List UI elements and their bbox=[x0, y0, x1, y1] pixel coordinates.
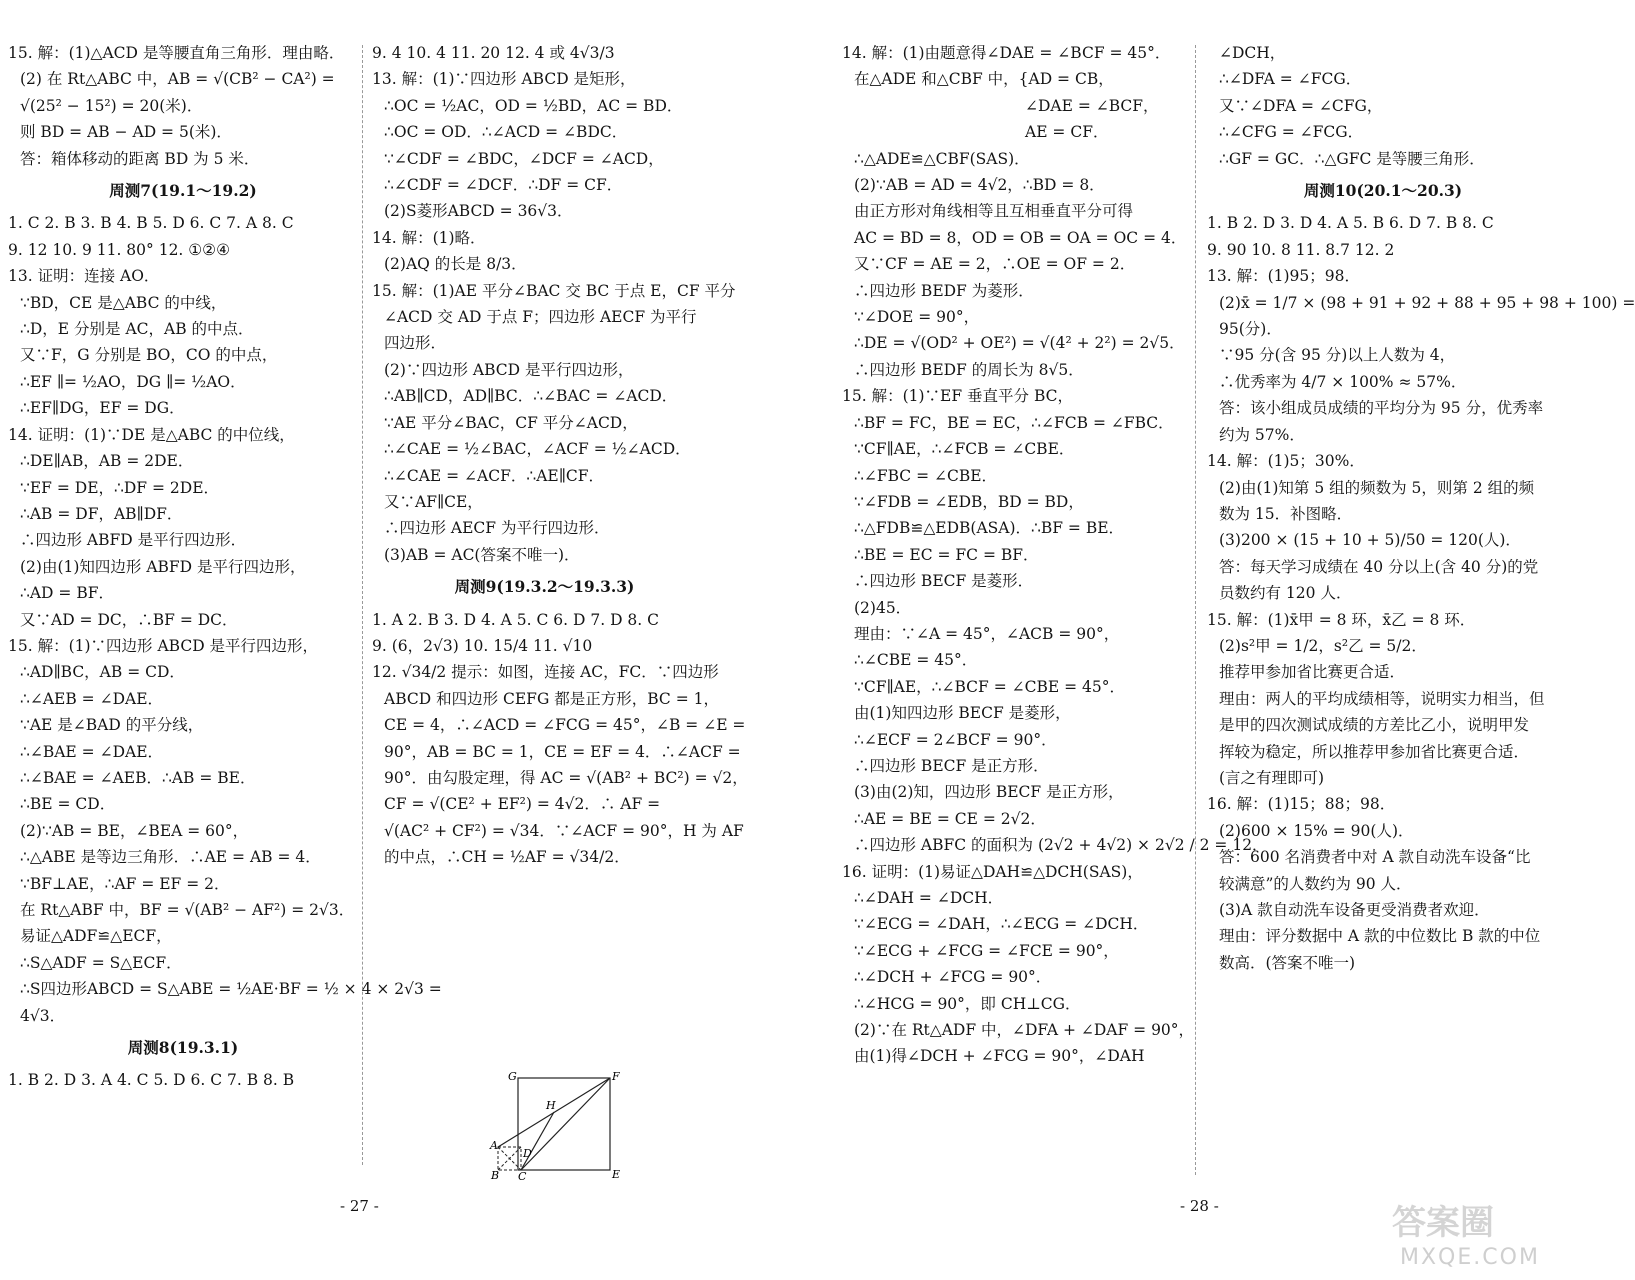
text-line: ∵AE 平分∠BAC，CF 平分∠ACD， bbox=[384, 413, 638, 432]
text-line: ∴EF ∥= ½AO，DG ∥= ½AO． bbox=[20, 372, 246, 391]
text-line: 又∵AD = DC，∴BF = DC． bbox=[20, 610, 238, 629]
text-line: (2)∵AB = BE，∠BEA = 60°， bbox=[20, 821, 249, 840]
text-line: 较满意”的人数约为 90 人． bbox=[1219, 874, 1412, 893]
text-line: ∴∠FBC = ∠CBE． bbox=[854, 466, 998, 485]
text-line: ∵EF = DE，∴DF = 2DE． bbox=[20, 478, 220, 497]
text-line: 答：600 名消费者中对 A 款自动洗车设备“比 bbox=[1219, 848, 1531, 867]
text-line: ∠DAE = ∠BCF， bbox=[1025, 96, 1159, 115]
text-line: √(AC² + CF²) = √34．∵∠ACF = 90°，H 为 AF bbox=[384, 821, 744, 840]
text-line: ∴四边形 ABFC 的面积为 (2√2 + 4√2) × 2√2 / 2 = 12． bbox=[854, 836, 1268, 855]
text-line: ∵∠DOE = 90°， bbox=[854, 308, 980, 327]
point-label: G bbox=[508, 1070, 517, 1083]
text-line: 数高．(答案不唯一) bbox=[1219, 953, 1356, 972]
text-line: 15. 解：(1)∵EF 垂直平分 BC， bbox=[842, 387, 1073, 406]
text-line: 在 Rt△ABF 中，BF = √(AB² − AF²) = 2√3． bbox=[20, 901, 355, 919]
text-line: AE = CF． bbox=[1025, 123, 1109, 142]
text-line: 的中点，∴CH = ½AF = √34/2． bbox=[384, 848, 630, 867]
text-line: ∴S四边形ABCD = S△ABE = ½AE·BF = ½ × 4 × 2√3 = bbox=[20, 980, 442, 999]
text-line: ∴∠CBE = 45°． bbox=[854, 651, 978, 670]
text-line: 推荐甲参加省比赛更合适． bbox=[1219, 663, 1406, 682]
text-line: 15. 解：(1)AE 平分∠BAC 交 BC 于点 E，CF 平分 bbox=[372, 281, 736, 300]
text-line: ABCD 和四边形 CEFG 都是正方形，BC = 1， bbox=[384, 689, 719, 708]
text-line: ∴∠CAE = ∠ACF．∴AE∥CF． bbox=[384, 466, 604, 485]
answer-column-2 bbox=[372, 40, 748, 871]
text-line: 答：该小组成员成绩的平均分为 95 分，优秀率 bbox=[1219, 399, 1544, 418]
point-label: E bbox=[612, 1168, 621, 1181]
text-line: (3)200 × (15 + 10 + 5)/50 = 120(人)． bbox=[1219, 531, 1521, 550]
square-geometry-figure bbox=[490, 1072, 635, 1182]
text-line: ∴D，E 分别是 AC，AB 的中点． bbox=[20, 320, 254, 339]
text-line: ∴AB∥CD，AD∥BC．∴∠BAC = ∠ACD． bbox=[384, 387, 678, 406]
text-line: CE = 4，∴∠ACD = ∠FCG = 45°，∠B = ∠E = bbox=[384, 716, 746, 735]
text-line: ∵∠FDB = ∠EDB，BD = BD， bbox=[854, 492, 1084, 511]
column-divider bbox=[362, 45, 363, 1165]
column-divider bbox=[1195, 45, 1196, 1175]
text-line: 约为 57%． bbox=[1219, 425, 1305, 444]
text-line: 4√3． bbox=[20, 1006, 66, 1025]
text-line: (2)∵四边形 ABCD 是平行四边形， bbox=[384, 360, 634, 379]
text-line: ∴OC = ½AC，OD = ½BD，AC = BD． bbox=[384, 96, 683, 115]
text-line: (2) 在 Rt△ABC 中，AB = √(CB² − CA²) = bbox=[20, 70, 335, 89]
section-heading: 周测7(19.1～19.2) bbox=[109, 181, 257, 201]
text-line: ∴∠DAH = ∠DCH． bbox=[854, 889, 1004, 907]
page-number-right: - 28 - bbox=[1180, 1197, 1219, 1215]
text-line: ∴∠BAE = ∠AEB．∴AB = BE． bbox=[20, 768, 256, 787]
text-line: 15. 解：(1)∵四边形 ABCD 是平行四边形， bbox=[8, 636, 319, 655]
text-line: 1. A 2. B 3. D 4. A 5. C 6. D 7. D 8. C bbox=[372, 610, 659, 629]
text-line: 13. 证明：连接 AO． bbox=[8, 267, 160, 286]
text-line: 12. √34/2 提示：如图，连接 AC，FC．∵四边形 bbox=[372, 663, 719, 682]
page-number-left: - 27 - bbox=[340, 1197, 379, 1215]
point-label: B bbox=[491, 1169, 500, 1182]
text-line: (2)由(1)知第 5 组的频数为 5，则第 2 组的频 bbox=[1219, 478, 1535, 497]
text-line: ∴AE = BE = CE = 2√2． bbox=[854, 809, 1046, 828]
text-line: 9. (6，2√3) 10. 15/4 11. √10 bbox=[372, 636, 593, 655]
point-label: D bbox=[523, 1147, 532, 1160]
text-line: ∴∠AEB = ∠DAE． bbox=[20, 689, 164, 708]
text-line: ∴EF∥DG，EF = DG． bbox=[20, 399, 185, 418]
text-line: ∴△FDB≌△EDB(ASA)．∴BF = BE． bbox=[854, 519, 1125, 538]
text-line: 14. 证明：(1)∵DE 是△ABC 的中位线， bbox=[8, 425, 295, 444]
text-line: ∴∠DCH + ∠FCG = 90°． bbox=[854, 968, 1052, 987]
text-line: ∠ACD 交 AD 于点 F；四边形 AECF 为平行 bbox=[384, 308, 697, 327]
text-line: 在△ADE 和△CBF 中，{AD = CB， bbox=[854, 70, 1114, 89]
text-line: 又∵∠DFA = ∠CFG， bbox=[1219, 96, 1383, 115]
watermark-url: MXQE.COM bbox=[1400, 1245, 1540, 1270]
text-line: ∴∠ECF = 2∠BCF = 90°． bbox=[854, 730, 1057, 749]
text-line: 则 BD = AB − AD = 5(米)． bbox=[20, 123, 232, 142]
text-line: ∴BE = EC = FC = BF． bbox=[854, 545, 1039, 564]
text-line: ∴四边形 AECF 为平行四边形． bbox=[384, 519, 610, 538]
text-line: ∴四边形 ABFD 是平行四边形． bbox=[20, 531, 247, 550]
text-line: 15. 解：(1)△ACD 是等腰直角三角形．理由略． bbox=[8, 44, 345, 62]
text-line: (2)AQ 的长是 8/3． bbox=[384, 255, 527, 274]
text-line: (言之有理即可) bbox=[1219, 768, 1325, 787]
text-line: (2)s²甲 = 1/2，s²乙 = 5/2． bbox=[1219, 636, 1427, 655]
text-line: (3)AB = AC(答案不唯一)． bbox=[384, 545, 580, 564]
text-line: ∴AB = DF，AB∥DF． bbox=[20, 504, 183, 523]
text-line: 9. 4 10. 4 11. 20 12. 4 或 4√3/3 bbox=[372, 44, 615, 62]
text-line: 由(1)知四边形 BECF 是菱形， bbox=[854, 704, 1071, 723]
text-line: 理由：两人的平均成绩相等，说明实力相当，但 bbox=[1219, 689, 1545, 708]
text-line: ∵BD，CE 是△ABC 的中线， bbox=[20, 293, 227, 312]
text-line: 员数约有 120 人． bbox=[1219, 584, 1352, 603]
text-line: CF = √(CE² + EF²) = 4√2．∴ AF = bbox=[384, 795, 661, 814]
text-line: 13. 解：(1)95；98． bbox=[1207, 267, 1360, 286]
text-line: (3)A 款自动洗车设备更受消费者欢迎． bbox=[1219, 901, 1490, 919]
text-line: ∠DCH， bbox=[1219, 44, 1286, 62]
text-line: √(25² − 15²) = 20(米)． bbox=[20, 96, 203, 115]
text-line: 16. 解：(1)15；88；98． bbox=[1207, 795, 1396, 814]
answer-column-4 bbox=[1207, 40, 1635, 976]
text-line: 理由：∵∠A = 45°，∠ACB = 90°， bbox=[854, 624, 1120, 643]
watermark-title: 答案圈 bbox=[1392, 1203, 1494, 1243]
text-line: ∴∠CFG = ∠FCG． bbox=[1219, 123, 1364, 142]
text-line: 由正方形对角线相等且互相垂直平分可得 bbox=[854, 202, 1134, 221]
section-heading: 周测8(19.3.1) bbox=[127, 1038, 239, 1058]
text-line: 16. 证明：(1)易证△DAH≌△DCH(SAS)， bbox=[842, 862, 1143, 881]
text-line: ∵CF∥AE，∴∠FCB = ∠CBE． bbox=[854, 440, 1075, 459]
text-line: ∴∠HCG = 90°，即 CH⊥CG． bbox=[854, 994, 1081, 1013]
text-line: ∴△ABE 是等边三角形．∴AE = AB = 4． bbox=[20, 848, 321, 867]
text-line: ∴AD = BF． bbox=[20, 584, 114, 603]
text-line: 14. 解：(1)5；30%． bbox=[1207, 452, 1365, 471]
section-heading: 周测10(20.1～20.3) bbox=[1303, 181, 1463, 201]
text-line: AC = BD = 8，OD = OB = OA = OC = 4． bbox=[854, 228, 1187, 247]
text-line: 数为 15．补图略． bbox=[1219, 504, 1353, 523]
text-line: 90°，AB = BC = 1，CE = EF = 4．∴∠ACF = bbox=[384, 742, 741, 761]
text-line: 9. 12 10. 9 11. 80° 12. ①②④ bbox=[8, 240, 230, 259]
text-line: ∴四边形 BEDF 的周长为 8√5． bbox=[854, 360, 1084, 379]
text-line: 又∵CF = AE = 2，∴OE = OF = 2． bbox=[854, 255, 1136, 274]
text-line: 90°．由勾股定理，得 AC = √(AB² + BC²) = √2， bbox=[384, 768, 748, 787]
watermark-logo bbox=[1380, 1196, 1580, 1272]
text-line: 1. C 2. B 3. B 4. B 5. D 6. C 7. A 8. C bbox=[8, 214, 294, 233]
point-label: H bbox=[546, 1099, 556, 1112]
text-line: ∴DE∥AB，AB = 2DE． bbox=[20, 452, 194, 471]
text-line: 95(分)． bbox=[1219, 320, 1282, 339]
text-line: ∴GF = GC．∴△GFC 是等腰三角形． bbox=[1219, 149, 1485, 168]
text-line: ∵95 分(含 95 分)以上人数为 4， bbox=[1219, 346, 1456, 365]
text-line: ∵CF∥AE，∴∠BCF = ∠CBE = 45°． bbox=[854, 677, 1125, 696]
text-line: 9. 90 10. 8 11. 8.7 12. 2 bbox=[1207, 240, 1395, 259]
text-line: 14. 解：(1)略． bbox=[372, 228, 486, 247]
text-line: ∴∠CAE = ½∠BAC，∠ACF = ½∠ACD． bbox=[384, 440, 691, 459]
text-line: ∴OC = OD．∴∠ACD = ∠BDC． bbox=[384, 123, 628, 142]
text-line: 14. 解：(1)由题意得∠DAE = ∠BCF = 45°． bbox=[842, 44, 1171, 62]
text-line: 15. 解：(1)x̄甲 = 8 环，x̄乙 = 8 环． bbox=[1207, 610, 1476, 629]
point-label: A bbox=[490, 1139, 498, 1152]
section-heading: 周测9(19.3.2～19.3.3) bbox=[454, 577, 635, 597]
text-line: ∴BF = FC，BE = EC，∴∠FCB = ∠FBC． bbox=[854, 413, 1174, 432]
text-line: 由(1)得∠DCH + ∠FCG = 90°，∠DAH bbox=[854, 1047, 1145, 1066]
text-line: (2)45． bbox=[854, 598, 912, 617]
text-line: 答：每天学习成绩在 40 分以上(含 40 分)的党 bbox=[1219, 557, 1539, 576]
text-line: 挥较为稳定，所以推荐甲参加省比赛更合适． bbox=[1219, 742, 1530, 761]
text-line: 13. 解：(1)∵四边形 ABCD 是矩形， bbox=[372, 70, 636, 89]
text-line: (2)由(1)知四边形 ABFD 是平行四边形， bbox=[20, 557, 306, 576]
text-line: ∵∠ECG + ∠FCG = ∠FCE = 90°， bbox=[854, 941, 1119, 960]
point-label: F bbox=[612, 1070, 620, 1083]
text-line: (2)600 × 15% = 90(人)． bbox=[1219, 821, 1414, 840]
text-line: (2)S菱形ABCD = 36√3． bbox=[384, 202, 573, 221]
text-line: 是甲的四次测试成绩的方差比乙小，说明甲发 bbox=[1219, 716, 1530, 735]
text-line: (2)x̄ = 1/7 × (98 + 91 + 92 + 88 + 95 + 98 + 100) = bbox=[1219, 293, 1635, 312]
text-line: ∴∠BAE = ∠DAE． bbox=[20, 742, 164, 761]
text-line: ∴四边形 BECF 是正方形． bbox=[854, 756, 1049, 775]
text-line: ∴∠DFA = ∠FCG． bbox=[1219, 70, 1362, 89]
text-line: 易证△ADF≌△ECF， bbox=[20, 927, 172, 946]
text-line: ∴∠CDF = ∠DCF．∴DF = CF． bbox=[384, 176, 623, 195]
text-line: ∴BE = CD． bbox=[20, 795, 116, 814]
text-line: 1. B 2. D 3. A 4. C 5. D 6. C 7. B 8. B bbox=[8, 1071, 295, 1090]
text-line: (3)由(2)知，四边形 BECF 是正方形， bbox=[854, 783, 1124, 802]
text-line: 又∵F，G 分别是 BO，CO 的中点， bbox=[20, 346, 278, 365]
text-line: ∵BF⊥AE，∴AF = EF = 2． bbox=[20, 874, 230, 893]
text-line: 答：箱体移动的距离 BD 为 5 米． bbox=[20, 149, 260, 168]
text-line: (2)∵AB = AD = 4√2，∴BD = 8． bbox=[854, 176, 1105, 195]
point-label: C bbox=[518, 1170, 527, 1183]
text-line: 1. B 2. D 3. D 4. A 5. B 6. D 7. B 8. C bbox=[1207, 214, 1494, 233]
text-line: (2)∵在 Rt△ADF 中，∠DFA + ∠DAF = 90°， bbox=[854, 1021, 1195, 1040]
text-line: ∴S△ADF = S△ECF． bbox=[20, 953, 182, 972]
text-line: ∵∠ECG = ∠DAH，∴∠ECG = ∠DCH． bbox=[854, 915, 1149, 934]
text-line: 四边形． bbox=[384, 334, 447, 353]
text-line: 理由：评分数据中 A 款的中位数比 B 款的中位 bbox=[1219, 927, 1541, 946]
text-line: ∵AE 是∠BAD 的平分线， bbox=[20, 716, 204, 735]
text-line: ∵∠CDF = ∠BDC，∠DCF = ∠ACD， bbox=[384, 149, 664, 168]
text-line: 又∵AF∥CE， bbox=[384, 492, 483, 511]
text-line: ∴△ADE≌△CBF(SAS)． bbox=[854, 149, 1030, 168]
text-line: ∴DE = √(OD² + OE²) = √(4² + 2²) = 2√5． bbox=[854, 334, 1185, 353]
text-line: ∴四边形 BECF 是菱形． bbox=[854, 572, 1034, 591]
text-line: ∴AD∥BC，AB = CD． bbox=[20, 663, 185, 682]
text-line: ∴四边形 BEDF 为菱形． bbox=[854, 281, 1034, 300]
text-line: ∴优秀率为 4/7 × 100% ≈ 57%． bbox=[1219, 372, 1467, 391]
